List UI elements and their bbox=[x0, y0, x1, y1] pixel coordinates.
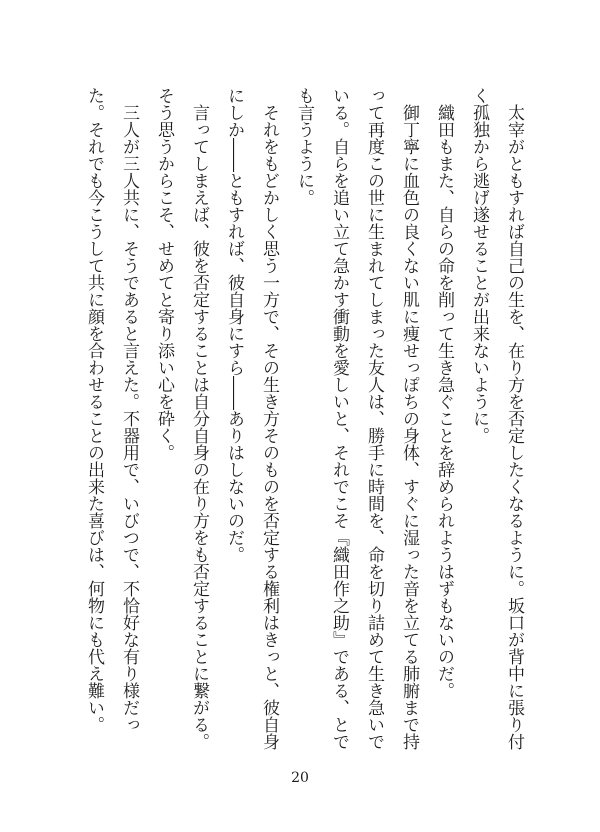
paragraph-2: 織田もまた、自らの命を削って生き急ぐことを辞められようはずもないのだ。 bbox=[434, 104, 454, 699]
paragraph-1: 太宰がともすれば自己の生を、在り方を否定したくなるように。坂口が背中に張り付く孤独から逃げ遂せることが出来ないように。 bbox=[469, 87, 524, 750]
paragraph-6: 三人が三人共に、そうであると言えた。不器用で、いびつで、不恰好な有り様だった。それでも今こうして共に顔を合わせることの出来た喜びは、何物にも代え難い。 bbox=[84, 87, 139, 733]
page-number: 20 bbox=[291, 770, 309, 786]
paragraph-5: 言ってしまえば、彼を否定することは自分自身の在り方をも否定することに繋がる。そう思うからこそ、せめてと寄り添い心を砕く。 bbox=[154, 87, 209, 750]
paragraph-3: 御丁寧に血色の良くない肌に痩せっぽちの身体、すぐに湿った音を立てる肺腑まで持って再度この世に生まれてしまった友人は、勝手に時間を、命を切り詰めて生き急いでいる。自らを追い立て急かす衝動を愛しいと、それでこそ『織田作之助』である、とでも言うように。 bbox=[294, 87, 419, 750]
paragraph-4: それをもどかしく思う一方で、その生き方そのものを否定する権利はきっと、彼自身にしか――ともすれば、彼自身にすら――ありはしないのだ。 bbox=[224, 87, 279, 750]
body-text bbox=[76, 87, 531, 757]
